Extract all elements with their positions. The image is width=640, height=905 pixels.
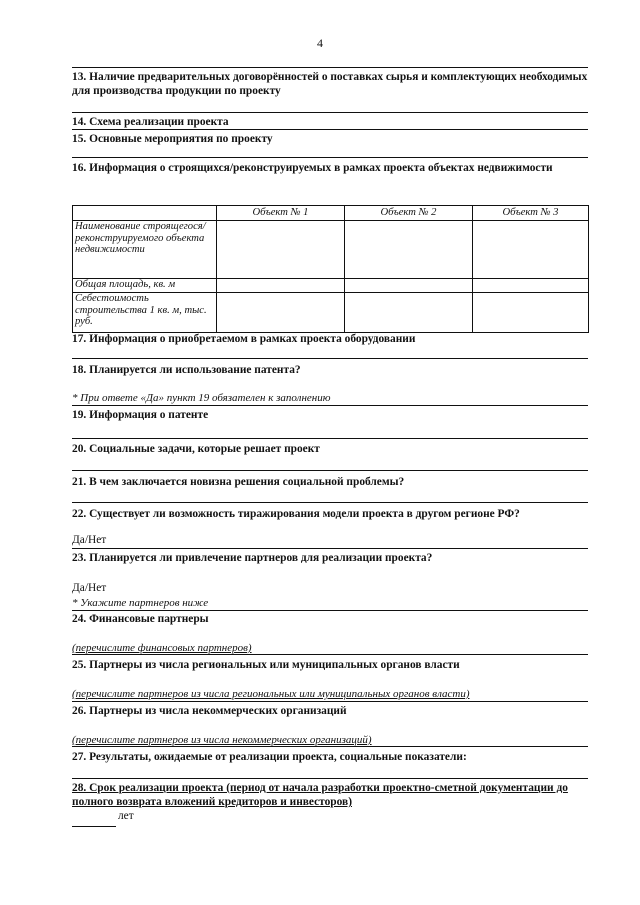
- section-22: 22. Существует ли возможность тиражирования модели проекта в другом регионе РФ?: [72, 508, 520, 520]
- rule: [72, 746, 588, 747]
- rule: [72, 157, 588, 158]
- rule: [72, 502, 588, 503]
- section-13: 13. Наличие предварительных договорённостей о поставках сырья и комплектующих необходимых для производства продукции по проекту: [72, 71, 588, 97]
- section-15: 15. Основные мероприятия по проекту: [72, 133, 273, 145]
- table-header-object-1: Объект № 1: [217, 206, 345, 221]
- row-label-name: Наименование строящегося/реконструируемого объекта недвижимости: [73, 221, 217, 279]
- table-header-object-3: Объект № 3: [473, 206, 589, 221]
- table-cell[interactable]: [345, 293, 473, 333]
- rule: [72, 610, 588, 611]
- rule: [72, 67, 588, 68]
- table-cell[interactable]: [217, 293, 345, 333]
- table-cell[interactable]: [473, 221, 589, 279]
- rule: [72, 548, 588, 549]
- section-16: 16. Информация о строящихся/реконструируемых в рамках проекта объектах недвижимости: [72, 162, 553, 174]
- section-27: 27. Результаты, ожидаемые от реализации проекта, социальные показатели:: [72, 751, 467, 763]
- section-24-hint: (перечислите финансовых партнеров): [72, 642, 252, 654]
- years-input-line[interactable]: [72, 826, 116, 827]
- rule: [72, 778, 588, 779]
- table-header-cell: [73, 206, 217, 221]
- section-23-answer: Да/Нет: [72, 582, 107, 594]
- section-22-answer: Да/Нет: [72, 534, 107, 546]
- section-24: 24. Финансовые партнеры: [72, 613, 209, 625]
- rule: [72, 112, 588, 113]
- rule: [72, 438, 588, 439]
- page-number: 4: [317, 36, 323, 50]
- row-label-cost: Себестоимость строительства 1 кв. м, тыс. руб.: [73, 293, 217, 333]
- section-19: 19. Информация о патенте: [72, 409, 209, 421]
- years-unit: лет: [118, 810, 134, 822]
- section-14: 14. Схема реализации проекта: [72, 116, 229, 128]
- row-label-area: Общая площадь, кв. м: [73, 279, 217, 293]
- table-cell[interactable]: [473, 293, 589, 333]
- section-26-hint: (перечислите партнеров из числа некоммерческих организаций): [72, 734, 372, 746]
- section-25: 25. Партнеры из числа региональных или муниципальных органов власти: [72, 659, 460, 671]
- section-20: 20. Социальные задачи, которые решает проект: [72, 443, 320, 455]
- rule: [72, 405, 588, 406]
- rule: [72, 470, 588, 471]
- table-cell[interactable]: [217, 221, 345, 279]
- rule: [72, 701, 588, 702]
- rule: [72, 129, 588, 130]
- section-18: 18. Планируется ли использование патента?: [72, 364, 301, 376]
- section-18-note: * При ответе «Да» пункт 19 обязателен к заполнению: [72, 392, 331, 404]
- table-cell[interactable]: [345, 221, 473, 279]
- section-21: 21. В чем заключается новизна решения социальной проблемы?: [72, 476, 405, 488]
- objects-table: [72, 205, 589, 333]
- section-23: 23. Планируется ли привлечение партнеров для реализации проекта?: [72, 552, 433, 564]
- section-17: 17. Информация о приобретаемом в рамках проекта оборудовании: [72, 333, 416, 345]
- section-28: 28. Срок реализации проекта (период от начала разработки проектно-сметной документации до полного возврата вложений кредиторов и инвесторов): [72, 782, 568, 808]
- table-cell[interactable]: [473, 279, 589, 293]
- section-23-note: * Укажите партнеров ниже: [72, 597, 209, 609]
- section-25-hint: (перечислите партнеров из числа региональных или муниципальных органов власти): [72, 688, 470, 700]
- section-26: 26. Партнеры из числа некоммерческих организаций: [72, 705, 347, 717]
- rule: [72, 654, 588, 655]
- table-cell[interactable]: [217, 279, 345, 293]
- table-cell[interactable]: [345, 279, 473, 293]
- rule: [72, 358, 588, 359]
- table-header-object-2: Объект № 2: [345, 206, 473, 221]
